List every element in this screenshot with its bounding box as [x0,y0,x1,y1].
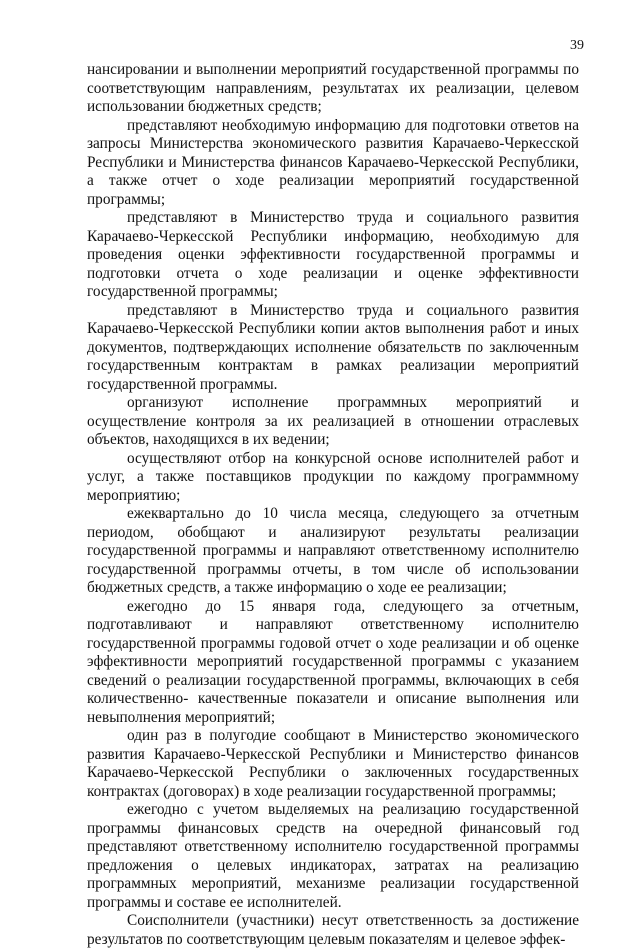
paragraph: организуют исполнение программных мероприятий и осуществление контроля за их реализацией в отношении отраслевых объектов, находящихся в их ведении; [87,394,579,448]
paragraph: ежеквартально до 10 числа месяца, следующего за отчетным периодом, обобщают и анализируют результаты реализации государственной программы и направляют ответственному исполнителю государственной программы отчеты, в том числе об использовании бюджетных средств, а также информацию о ходе ее реализации; [87,505,579,596]
paragraph: ежегодно до 15 января года, следующего за отчетным, подготавливают и направляют ответственному исполнителю государственной программы годовой отчет о ходе реализации и об оценке эффективности мероприятий государственной программы с указанием сведений о реализации государственной программы, включающих в себя количественно- качественные показатели и описание выполнения или невыполнения мероприятий; [87,597,579,726]
paragraph: Соисполнители (участники) несут ответственность за достижение результатов по соответствующим целевым показателям и целевое эффек- [87,912,579,948]
paragraph: ежегодно с учетом выделяемых на реализацию государственной программы финансовых средств на очередной финансовый год представляют ответственному исполнителю государственной программы предложения о целевых индикаторах, затратах на реализацию программных мероприятий, механизме реализации государственной программы и составе ее исполнителей. [87,801,579,911]
paragraph-continuation: нансировании и выполнении мероприятий государственной программы по соответствующим направлениям, результатах их реализации, целевом использовании бюджетных средств; [87,61,579,115]
paragraph: осуществляют отбор на конкурсной основе исполнителей работ и услуг, а также поставщиков продукции по каждому программному мероприятию; [87,449,579,504]
paragraph: представляют в Министерство труда и социального развития Карачаево-Черкесской Республики информацию, необходимую для проведения оценки эффективности государственной программы и подготовки отчета о ходе реализации и оценке эффективности государственной программы; [87,209,579,300]
document-body [87,61,579,949]
page-number: 39 [570,38,584,53]
paragraph: один раз в полугодие сообщают в Министерство экономического развития Карачаево-Черкесской Республики и Министерство финансов Карачаево-Черкесской Республики о заключенных государственных контрактах (договорах) в ходе реализации государственной программы; [87,727,579,800]
paragraph: представляют в Министерство труда и социального развития Карачаево-Черкесской Республики копии актов выполнения работ и иных документов, подтверждающих исполнение обязательств по заключенным государственным контрактам в рамках реализации мероприятий государственной программы. [87,301,579,393]
paragraph: представляют необходимую информацию для подготовки ответов на запросы Министерства экономического развития Карачаево-Черкесской Республики и Министерства финансов Карачаево-Черкесской Республики, а также отчет о ходе реализации мероприятий государственной программы; [87,116,579,208]
